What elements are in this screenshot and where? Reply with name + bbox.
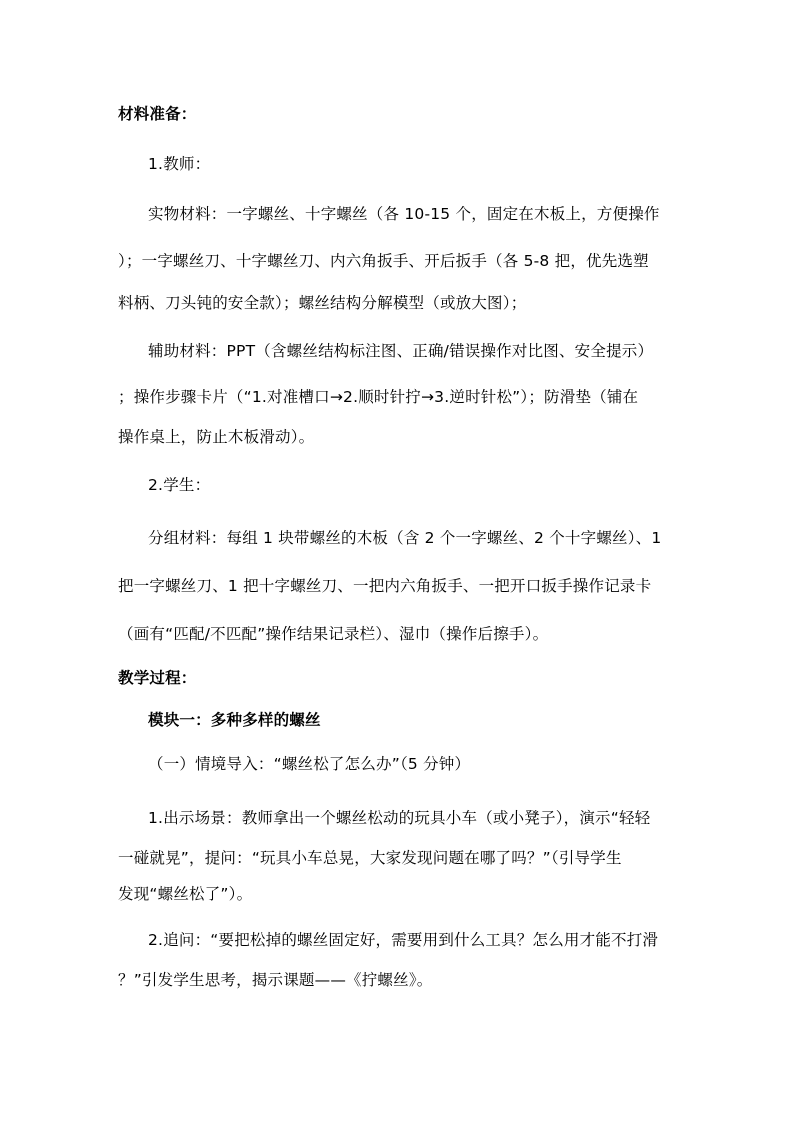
auxiliary-materials-line-3: 操作桌上，防止木板滑动）。	[118, 428, 315, 446]
step-one-line-3: 发现“螺丝松了”）。	[118, 885, 253, 903]
auxiliary-materials-line-2: ；操作步骤卡片（“1.对准槽口→2.顺时针拧→3.逆时针松”）；防滑垫（铺在	[118, 388, 639, 406]
physical-materials-line-3: 料柄、刀头钝的安全款）；螺丝结构分解模型（或放大图）；	[118, 294, 527, 312]
module-one-title: 模块一：多种多样的螺丝	[148, 711, 321, 729]
step-two-line-1: 2.追问：“要把松掉的螺丝固定好，需要用到什么工具？怎么用才能不打滑	[148, 931, 659, 949]
group-materials-line-3: （画有“匹配/不匹配”操作结果记录栏）、湿巾（操作后擦手）。	[118, 625, 549, 643]
step-one-line-2: 一碰就晃”，提问：“玩具小车总晃，大家发现问题在哪了吗？”（引导学生	[118, 849, 622, 867]
group-materials-line-1: 分组材料：每组 1 块带螺丝的木板（含 2 个一字螺丝、2 个十字螺丝）、1	[148, 529, 662, 547]
section-one-title: （一）情境导入：“螺丝松了怎么办”（5 分钟）	[148, 755, 471, 773]
materials-heading: 材料准备：	[118, 105, 197, 123]
physical-materials-line-2: ）；一字螺丝刀、十字螺丝刀、内六角扳手、开后扳手（各 5-8 把，优先选塑	[118, 252, 649, 270]
student-heading: 2.学生：	[148, 476, 211, 494]
group-materials-line-2: 把一字螺丝刀、1 把十字螺丝刀、一把内六角扳手、一把开口扳手操作记录卡	[118, 577, 652, 595]
physical-materials-line-1: 实物材料：一字螺丝、十字螺丝（各 10-15 个，固定在木板上，方便操作	[148, 205, 660, 223]
step-two-line-2: ？”引发学生思考，揭示课题——《拧螺丝》。	[118, 971, 433, 989]
teacher-heading: 1.教师：	[148, 155, 211, 173]
process-heading: 教学过程：	[118, 669, 197, 687]
step-one-line-1: 1.出示场景：教师拿出一个螺丝松动的玩具小车（或小凳子），演示“轻轻	[148, 809, 651, 827]
auxiliary-materials-line-1: 辅助材料：PPT（含螺丝结构标注图、正确/错误操作对比图、安全提示）	[148, 342, 654, 360]
